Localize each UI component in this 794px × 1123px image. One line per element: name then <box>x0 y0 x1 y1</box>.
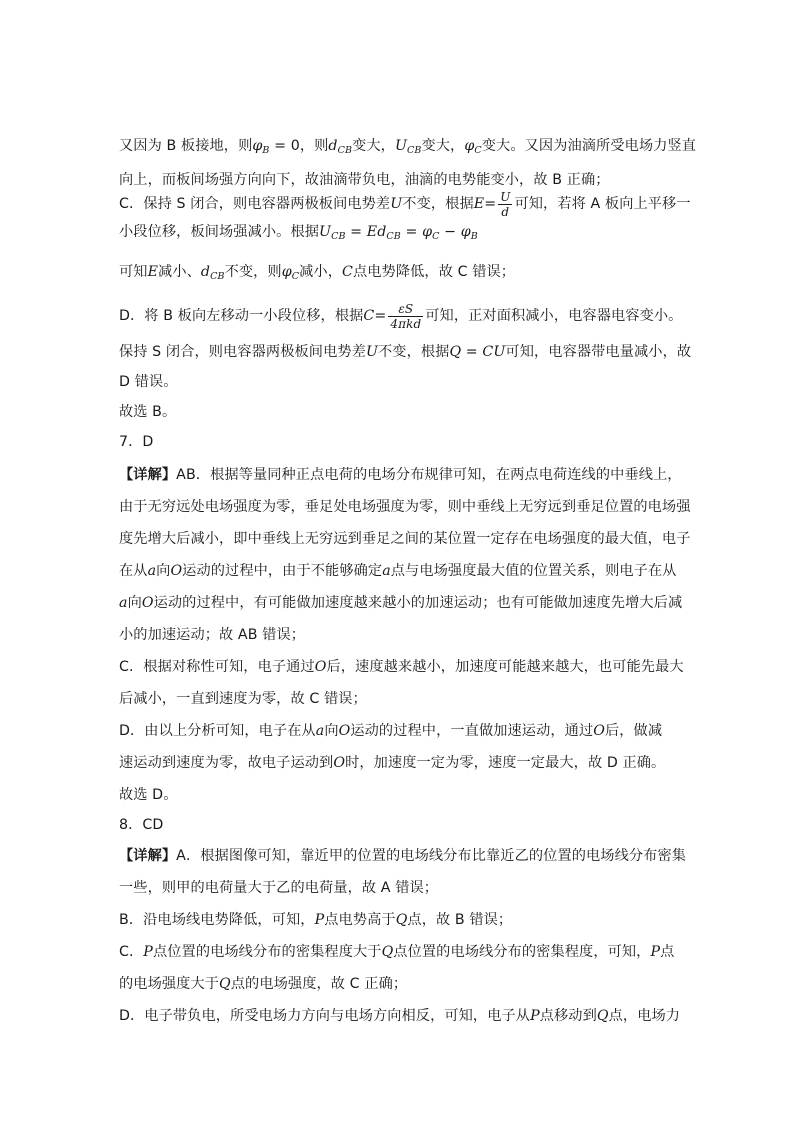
math-symbol: φ <box>281 264 292 280</box>
math-symbol: O <box>170 563 183 579</box>
math-symbol: a <box>382 563 391 579</box>
text-span: 可知 <box>119 264 148 280</box>
math-symbol: Q <box>395 912 408 928</box>
fraction-U-over-d <box>498 190 512 219</box>
text-span: 速运动到速度为零，故电子运动到 <box>119 755 334 771</box>
text-span: D．由以上分析可知，电子在从 <box>119 723 316 739</box>
math-subscript: CB <box>386 231 401 242</box>
text-span: 点，故 B 错误； <box>407 912 513 928</box>
text-line <box>119 465 682 485</box>
math-symbol: O <box>141 595 154 611</box>
math-symbol: P <box>530 1008 540 1024</box>
text-span: 不变，根据 <box>402 196 474 212</box>
text-span: 后，速度越来越小，加速度可能越来越大，也可能先最大 <box>326 659 684 675</box>
fraction-numerator: εS <box>388 302 423 317</box>
math-text: = <box>461 344 483 360</box>
math-symbol: φ <box>252 138 263 154</box>
math-symbol: O <box>314 659 327 675</box>
math-symbol: φ <box>422 224 433 240</box>
text-span: D 错误。 <box>119 374 178 390</box>
text-line <box>119 942 674 962</box>
math-text: = <box>484 196 497 212</box>
text-span: 故选 D。 <box>119 787 178 803</box>
fraction-numerator: U <box>500 189 511 204</box>
question-number <box>119 432 153 452</box>
text-line <box>119 1006 680 1026</box>
text-line <box>119 222 478 247</box>
math-symbol: d <box>328 138 338 154</box>
text-line <box>119 372 178 392</box>
text-span: 向上，而板间场强方向向下，故油滴带负电，油滴的电势能变小，故 B 正确； <box>119 172 610 188</box>
text-span: 变大。又因为油滴所受电场力竖直 <box>481 138 697 154</box>
math-subscript: C <box>432 231 440 242</box>
text-line <box>119 292 682 340</box>
text-line <box>119 625 305 645</box>
text-span: 又因为 B 板接地，则 <box>119 138 253 154</box>
text-span: 变大， <box>352 138 395 154</box>
math-symbol: P <box>314 912 325 928</box>
text-line <box>119 785 178 805</box>
text-span: 不变，则 <box>224 264 282 280</box>
text-line <box>119 561 677 581</box>
math-symbol: U <box>319 224 332 240</box>
text-span: 点 <box>660 944 675 960</box>
text-span: 点位置的电场线分布的密集程度，可知， <box>393 944 651 960</box>
math-symbol: φ <box>460 224 471 240</box>
text-span: 后，做减 <box>604 723 663 739</box>
text-span: 7．D <box>119 434 154 450</box>
fraction-denominator: 4πkd <box>390 316 422 331</box>
text-span: 点电势降低，故 C 错误； <box>352 264 516 280</box>
text-span: 不变，根据 <box>378 344 450 360</box>
math-symbol: a <box>119 595 128 611</box>
text-span: C． <box>119 944 144 960</box>
text-span: 点，电场力 <box>608 1008 681 1024</box>
math-symbol: P <box>650 944 661 960</box>
text-line <box>119 136 696 161</box>
text-span: 点的电场强度，故 C 正确； <box>230 976 408 992</box>
detail-tag: 【详解】 <box>119 467 177 483</box>
text-line <box>119 878 438 898</box>
text-line <box>119 342 691 362</box>
text-span: 时，加速度一定为零，速度一定最大，故 D 正确。 <box>345 755 666 771</box>
math-text: = <box>374 308 387 324</box>
text-span: C．保持 S 闭合，则电容器两极板间电势差 <box>119 196 391 212</box>
text-span: D．将 B 板向左移动一小段位移，根据 <box>119 308 364 324</box>
text-span: 向 <box>324 723 339 739</box>
math-subscript: CB <box>331 231 346 242</box>
math-symbol: E <box>473 196 485 212</box>
math-symbol: CU <box>482 344 506 360</box>
text-span: B．沿电场线电势降低，可知， <box>119 912 315 928</box>
math-symbol: O <box>333 755 346 771</box>
text-span: 的电场强度大于 <box>119 976 220 992</box>
math-symbol: O <box>338 723 351 739</box>
text-line <box>119 753 665 773</box>
math-text: − <box>439 224 461 240</box>
text-line <box>119 180 691 228</box>
math-symbol: Q <box>596 1008 609 1024</box>
math-symbol: Ed <box>366 224 387 240</box>
math-symbol: E <box>147 264 159 280</box>
math-text: = 0 <box>269 138 300 154</box>
text-span: 减小， <box>299 264 343 280</box>
text-line <box>119 593 682 613</box>
math-text: = <box>345 224 367 240</box>
question-number <box>119 815 163 835</box>
text-span: D．电子带负电，所受电场力方向与电场方向相反，可知，电子从 <box>119 1008 531 1024</box>
text-line <box>119 529 691 549</box>
text-span: 小段位移，板间场强减小。根据 <box>119 224 320 240</box>
text-span: 向 <box>156 563 171 579</box>
math-symbol: U <box>394 138 407 154</box>
text-line <box>119 689 367 709</box>
math-symbol: Q <box>449 344 462 360</box>
text-span: 运动的过程中，由于不能够确定 <box>182 563 383 579</box>
text-span: AB．根据等量同种正点电荷的电场分布规律可知，在两点电荷连线的中垂线上， <box>176 467 682 483</box>
text-span: 保持 S 闭合，则电容器两极板间电势差 <box>119 344 366 360</box>
math-subscript: B <box>470 231 478 242</box>
math-symbol: Q <box>381 944 394 960</box>
text-span: 8．CD <box>119 817 164 833</box>
math-symbol: a <box>147 563 157 579</box>
text-span: 小的加速运动；故 AB 错误； <box>119 627 306 643</box>
text-span: 变大， <box>421 138 465 154</box>
math-symbol: U <box>390 196 403 212</box>
math-symbol: O <box>593 723 605 739</box>
text-span: 向 <box>127 595 142 611</box>
text-span: 点电势高于 <box>324 912 396 928</box>
text-span: 度先增大后减小，即中垂线上无穷远到垂足之间的某位置一定存在电场强度的最大值，电子 <box>119 531 691 547</box>
math-subscript: B <box>262 145 270 156</box>
math-symbol: C <box>342 264 353 280</box>
text-span: 减小、 <box>158 264 201 280</box>
text-span: 可知，正对面积减小，电容器电容变小。 <box>425 308 683 324</box>
math-subscript: C <box>291 271 300 282</box>
text-span: A．根据图像可知，靠近甲的位置的电场线分布比靠近乙的位置的电场线分布密集 <box>176 848 687 864</box>
math-symbol: Q <box>219 976 231 992</box>
text-line <box>119 497 691 517</box>
text-span: 点位置的电场线分布的密集程度大于 <box>152 944 382 960</box>
math-subscript: CB <box>210 271 225 282</box>
math-symbol: U <box>365 344 378 360</box>
text-span: 在从 <box>119 563 148 579</box>
math-symbol: a <box>315 723 325 739</box>
text-span: 点移动到 <box>539 1008 597 1024</box>
text-span: 运动的过程中，一直做加速运动，通过 <box>350 723 594 739</box>
fraction-capacitance <box>388 302 423 331</box>
math-subscript: CB <box>407 145 422 156</box>
text-line <box>119 974 407 994</box>
math-symbol: φ <box>464 138 475 154</box>
text-span: 运动的过程中，有可能做加速度越来越小的加速运动；也有可能做加速度先增大后减 <box>153 595 683 611</box>
text-span: ，则 <box>299 138 329 154</box>
text-line <box>119 262 515 287</box>
text-line <box>119 657 684 677</box>
text-line <box>119 721 662 741</box>
text-span: 可知，电容器带电量减小，故 <box>505 344 692 360</box>
text-span: 一些，则甲的电荷量大于乙的电荷量，故 A 错误； <box>119 880 439 896</box>
text-span: 由于无穷远处电场强度为零，垂足处电场强度为零，则中垂线上无穷远到垂足位置的电场强 <box>119 499 691 515</box>
math-symbol: d <box>200 264 211 280</box>
text-span: 后减小，一直到速度为零，故 C 错误； <box>119 691 367 707</box>
math-subscript: C <box>474 145 482 156</box>
text-span: 故选 B。 <box>119 404 177 420</box>
text-line <box>119 846 686 866</box>
text-span: 点与电场强度最大值的位置关系，则电子在从 <box>390 563 677 579</box>
detail-tag: 【详解】 <box>119 848 177 864</box>
math-text: = <box>400 224 423 240</box>
math-subscript: CB <box>337 145 353 156</box>
math-symbol: C <box>363 308 375 324</box>
math-symbol: P <box>143 944 153 960</box>
text-span: C．根据对称性可知，电子通过 <box>119 659 315 675</box>
text-span: 可知，若将 A 板向上平移一 <box>514 196 691 212</box>
text-line <box>119 402 176 422</box>
text-line <box>119 910 512 930</box>
fraction-denominator: d <box>501 204 510 219</box>
